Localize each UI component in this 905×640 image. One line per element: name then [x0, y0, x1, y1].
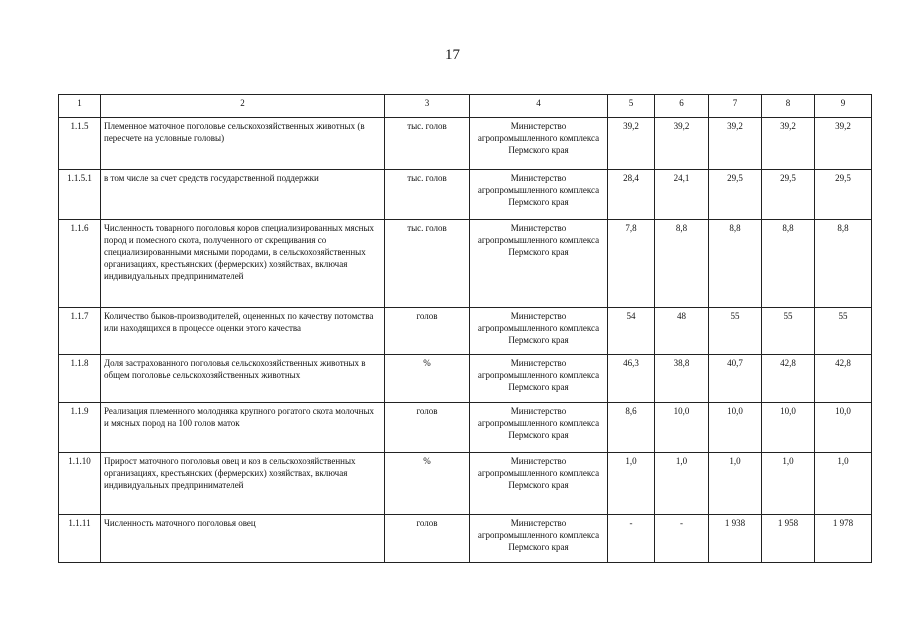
indicator-value: 55 — [815, 308, 872, 355]
indicator-value: 55 — [709, 308, 762, 355]
indicator-value: 29,5 — [709, 170, 762, 220]
indicator-value: 24,1 — [655, 170, 709, 220]
indicators-table — [58, 94, 872, 563]
indicator-code: 1.1.6 — [59, 220, 101, 308]
indicator-value: 8,6 — [608, 403, 655, 453]
indicator-value: 1 958 — [762, 515, 815, 563]
indicator-value: 40,7 — [709, 355, 762, 403]
indicator-code: 1.1.5 — [59, 118, 101, 170]
indicator-value: 1,0 — [815, 453, 872, 515]
header-cell: 7 — [709, 95, 762, 118]
table-row — [59, 170, 872, 220]
indicator-value: 8,8 — [815, 220, 872, 308]
indicator-value: 42,8 — [815, 355, 872, 403]
indicator-value: 39,2 — [709, 118, 762, 170]
indicator-unit: тыс. голов — [385, 220, 470, 308]
indicator-code: 1.1.7 — [59, 308, 101, 355]
indicator-value: 10,0 — [709, 403, 762, 453]
indicator-code: 1.1.5.1 — [59, 170, 101, 220]
indicator-unit: голов — [385, 515, 470, 563]
indicator-code: 1.1.10 — [59, 453, 101, 515]
header-cell: 9 — [815, 95, 872, 118]
header-cell: 4 — [470, 95, 608, 118]
indicator-value: 48 — [655, 308, 709, 355]
page-number: 17 — [445, 47, 460, 63]
indicator-responsible: Министерство агропромышленного комплекса Пермского края — [470, 170, 608, 220]
indicator-unit: тыс. голов — [385, 170, 470, 220]
indicator-unit: тыс. голов — [385, 118, 470, 170]
indicator-value: 1 978 — [815, 515, 872, 563]
indicator-value: 55 — [762, 308, 815, 355]
indicator-code: 1.1.11 — [59, 515, 101, 563]
indicator-unit: % — [385, 355, 470, 403]
indicator-responsible: Министерство агропромышленного комплекса Пермского края — [470, 220, 608, 308]
indicator-value: 10,0 — [815, 403, 872, 453]
indicator-code: 1.1.9 — [59, 403, 101, 453]
indicator-value: 8,8 — [655, 220, 709, 308]
indicator-value: 39,2 — [815, 118, 872, 170]
indicator-name: Доля застрахованного поголовья сельскохозяйственных животных в общем поголовье сельскохозяйственных животных — [101, 355, 385, 403]
table-header-row — [59, 95, 872, 118]
indicator-unit: % — [385, 453, 470, 515]
indicator-responsible: Министерство агропромышленного комплекса Пермского края — [470, 118, 608, 170]
indicator-name: Численность маточного поголовья овец — [101, 515, 385, 563]
indicator-value: 38,8 — [655, 355, 709, 403]
table-row — [59, 118, 872, 170]
indicator-value: 10,0 — [762, 403, 815, 453]
indicator-value: - — [655, 515, 709, 563]
indicator-value: 42,8 — [762, 355, 815, 403]
indicator-name: Реализация племенного молодняка крупного рогатого скота молочных и мясных пород на 100 голов маток — [101, 403, 385, 453]
indicator-responsible: Министерство агропромышленного комплекса Пермского края — [470, 403, 608, 453]
indicator-value: 39,2 — [762, 118, 815, 170]
indicator-value: 29,5 — [762, 170, 815, 220]
indicator-value: 7,8 — [608, 220, 655, 308]
header-cell: 8 — [762, 95, 815, 118]
indicator-name: Численность товарного поголовья коров специализированных мясных пород и помесного скота, полученного от скрещивания со специализированными мясными породами, в сельскохозяйственных организациях, крестьянских (фермерских) хозяйствах, включая индивидуальных предпринимателей — [101, 220, 385, 308]
indicator-value: 1,0 — [709, 453, 762, 515]
header-cell: 3 — [385, 95, 470, 118]
indicator-value: 39,2 — [655, 118, 709, 170]
header-cell: 6 — [655, 95, 709, 118]
indicator-responsible: Министерство агропромышленного комплекса Пермского края — [470, 355, 608, 403]
indicator-value: 8,8 — [762, 220, 815, 308]
indicator-value: 8,8 — [709, 220, 762, 308]
indicator-value: 10,0 — [655, 403, 709, 453]
indicator-responsible: Министерство агропромышленного комплекса Пермского края — [470, 308, 608, 355]
table-row — [59, 355, 872, 403]
indicator-value: - — [608, 515, 655, 563]
indicator-value: 39,2 — [608, 118, 655, 170]
indicator-value: 1 938 — [709, 515, 762, 563]
header-cell: 2 — [101, 95, 385, 118]
indicator-name: Племенное маточное поголовье сельскохозяйственных животных (в пересчете на условные головы) — [101, 118, 385, 170]
header-cell: 1 — [59, 95, 101, 118]
indicator-responsible: Министерство агропромышленного комплекса Пермского края — [470, 453, 608, 515]
table-row — [59, 308, 872, 355]
indicator-value: 54 — [608, 308, 655, 355]
indicator-name: Количество быков-производителей, оцененных по качеству потомства или находящихся в процессе оценки этого качества — [101, 308, 385, 355]
indicator-name: в том числе за счет средств государственной поддержки — [101, 170, 385, 220]
indicator-code: 1.1.8 — [59, 355, 101, 403]
table-row — [59, 515, 872, 563]
indicator-value: 1,0 — [762, 453, 815, 515]
indicator-unit: голов — [385, 403, 470, 453]
indicator-name: Прирост маточного поголовья овец и коз в сельскохозяйственных организациях, крестьянских (фермерских) хозяйствах, включая индивидуальных предпринимателей — [101, 453, 385, 515]
indicator-value: 29,5 — [815, 170, 872, 220]
indicator-value: 1,0 — [655, 453, 709, 515]
header-cell: 5 — [608, 95, 655, 118]
indicator-unit: голов — [385, 308, 470, 355]
indicator-value: 28,4 — [608, 170, 655, 220]
indicator-value: 1,0 — [608, 453, 655, 515]
indicator-value: 46,3 — [608, 355, 655, 403]
table-row — [59, 403, 872, 453]
table-row — [59, 453, 872, 515]
indicator-responsible: Министерство агропромышленного комплекса Пермского края — [470, 515, 608, 563]
table-row — [59, 220, 872, 308]
